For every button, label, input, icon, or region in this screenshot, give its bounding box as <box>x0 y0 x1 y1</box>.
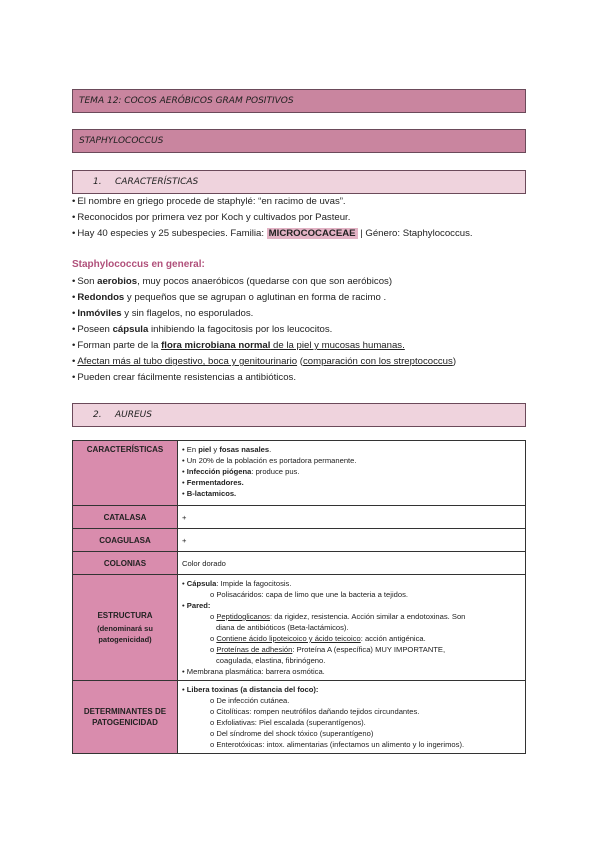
table-row <box>73 681 526 754</box>
general-bullet: • Pueden crear fácilmente resistencias a antibióticos. <box>72 372 296 383</box>
general-bullet: • Inmóviles y sin flagelos, no esporulados. <box>72 308 254 319</box>
family-highlight: MICROCOCACEAE <box>268 228 356 239</box>
intro-bullet: • Reconocidos por primera vez por Koch y cultivados por Pasteur. <box>72 212 351 223</box>
genus-header <box>72 129 526 153</box>
table-row <box>73 575 526 681</box>
general-title: Staphylococcus en general: <box>72 259 205 270</box>
row-content: • Libera toxinas (a distancia del foco): o De infección cutánea. o Citolíticas: rompen neutrófilos dañando tejidos circundantes. o Exfoliativas: Piel escalada (superantígenos). o Del síndrome del shock tóxico (superantígeno) o Enterotóxicas: intox. alimentarias (infectamos un alimento y lo ingerimos). <box>178 681 526 754</box>
row-label: ESTRUCTURA (denominará su patogenicidad) <box>73 575 178 681</box>
general-bullet: • Forman parte de la flora microbiana normal de la piel y mucosas humanas. <box>72 340 405 351</box>
table-row <box>73 506 526 529</box>
general-bullet: • Afectan más al tubo digestivo, boca y genitourinario (comparación con los streptococcus) <box>72 356 457 367</box>
row-label: DETERMINANTES DE PATOGENICIDAD <box>73 681 178 754</box>
row-label: COLONIAS <box>73 552 178 575</box>
section-header-aureus <box>72 403 526 427</box>
row-content: Color dorado <box>178 552 526 575</box>
section-title: CARACTERÍSTICAS <box>115 177 199 187</box>
intro-bullet: • Hay 40 especies y 25 subespecies. Familia: MICROCOCACEAE | Género: Staphylococcus. <box>72 228 473 239</box>
section-header-caracteristicas <box>72 170 526 194</box>
section-title: AUREUS <box>115 410 152 420</box>
row-content: + <box>178 529 526 552</box>
table-row <box>73 529 526 552</box>
intro-bullet: • El nombre en griego procede de staphylé: “en racimo de uvas”. <box>72 196 346 207</box>
row-content: • En piel y fosas nasales. • Un 20% de la población es portadora permanente. • Infección piógena: produce pus. • Fermentadores. • B-lactamicos. <box>178 441 526 506</box>
row-content: + <box>178 506 526 529</box>
table-row <box>73 441 526 506</box>
section-number: 1. <box>93 177 102 187</box>
general-bullet: • Poseen cápsula inhibiendo la fagocitosis por los leucocitos. <box>72 324 333 335</box>
row-label: CATALASA <box>73 506 178 529</box>
row-label: CARACTERÍSTICAS <box>73 441 178 506</box>
section-number: 2. <box>93 410 102 420</box>
row-label: COAGULASA <box>73 529 178 552</box>
general-bullet: • Son aerobios, muy pocos anaeróbicos (quedarse con que son aeróbicos) <box>72 276 393 287</box>
topic-header <box>72 89 526 113</box>
genus-title: STAPHYLOCOCCUS <box>79 136 164 146</box>
general-bullet: • Redondos y pequeños que se agrupan o aglutinan en forma de racimo . <box>72 292 387 303</box>
table-row <box>73 552 526 575</box>
topic-title: TEMA 12: COCOS AERÓBICOS GRAM POSITIVOS <box>79 96 294 106</box>
row-content: • Cápsula: Impide la fagocitosis. o Polisacáridos: capa de limo que une la bacteria a tejidos. • Pared: o Peptidoglicanos: da rigidez, resistencia. Acción similar a endotoxinas. Son diana de antibióticos (Beta-lactámicos). o Contiene ácido lipoteicoico y ácido teicoico: acción antigénica. o Proteínas de adhesión: Proteína A (específica) MUY IMPORTANTE, coagulada, elastina, fibrinógeno. • Membrana plasmática: barrera osmótica. <box>178 575 526 681</box>
aureus-table <box>72 440 526 754</box>
